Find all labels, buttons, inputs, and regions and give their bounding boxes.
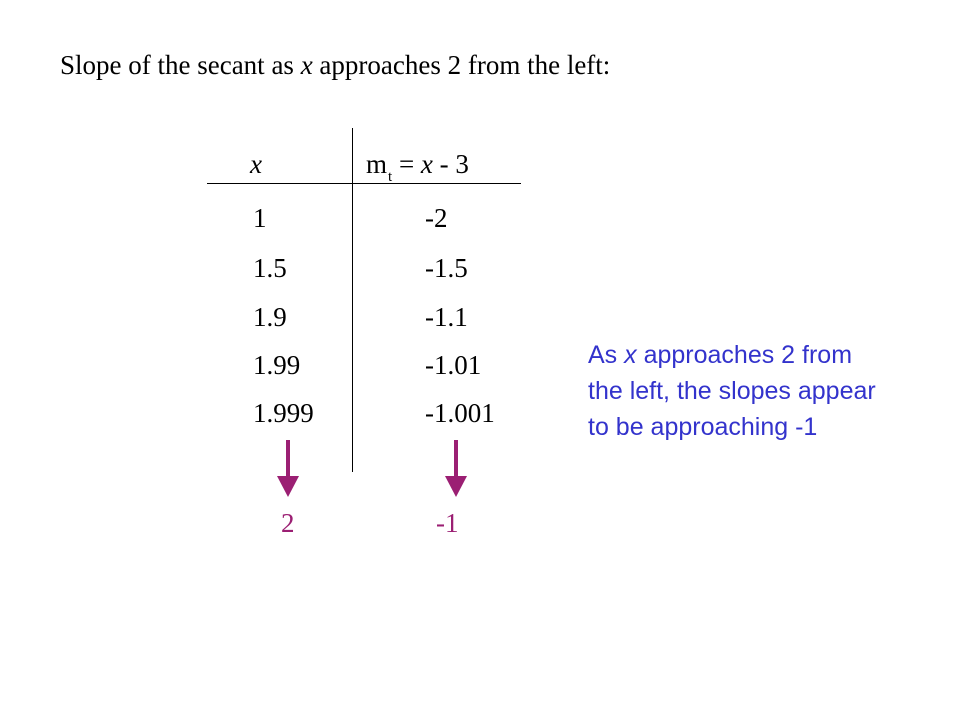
- table-cell-x: 1.99: [253, 350, 301, 380]
- table-cell-x: 1: [253, 203, 267, 233]
- limit-x-value: 2: [281, 508, 295, 538]
- slide-title: [60, 47, 610, 83]
- table-cell-x: 1.5: [253, 253, 287, 283]
- column-header-slope: [366, 146, 469, 187]
- slope-symbol: m: [366, 149, 388, 179]
- title-text-1: Slope of the secant as: [60, 50, 301, 80]
- limit-slope-value: -1: [436, 508, 459, 538]
- slope-formula-variable: x: [420, 149, 433, 179]
- table-cell-slope: -1.01: [425, 350, 482, 380]
- table-header-underline: [207, 183, 521, 184]
- table-vertical-divider: [352, 128, 353, 472]
- slope-formula-rest: - 3: [432, 149, 469, 179]
- slope-subscript: t: [388, 169, 393, 185]
- title-text-2: approaches 2 from the left:: [312, 50, 611, 80]
- table-cell-slope: -1.5: [425, 253, 468, 283]
- table-cell-slope: -2: [425, 203, 448, 233]
- conclusion-variable: x: [624, 341, 637, 369]
- table-cell-x: 1.999: [253, 398, 314, 428]
- title-variable: x: [300, 50, 313, 80]
- slope-equals: =: [392, 149, 421, 179]
- table-cell-x: 1.9: [253, 302, 287, 332]
- conclusion-text: [588, 337, 888, 445]
- down-arrow-icon: [276, 440, 300, 498]
- column-header-x: x: [250, 149, 262, 179]
- conclusion-text-1: As: [588, 341, 625, 369]
- table-cell-slope: -1.1: [425, 302, 468, 332]
- down-arrow-icon: [444, 440, 468, 498]
- table-cell-slope: -1.001: [425, 398, 495, 428]
- conclusion-text-2: approaches 2 from the left, the slopes appear to be approaching -1: [588, 341, 876, 441]
